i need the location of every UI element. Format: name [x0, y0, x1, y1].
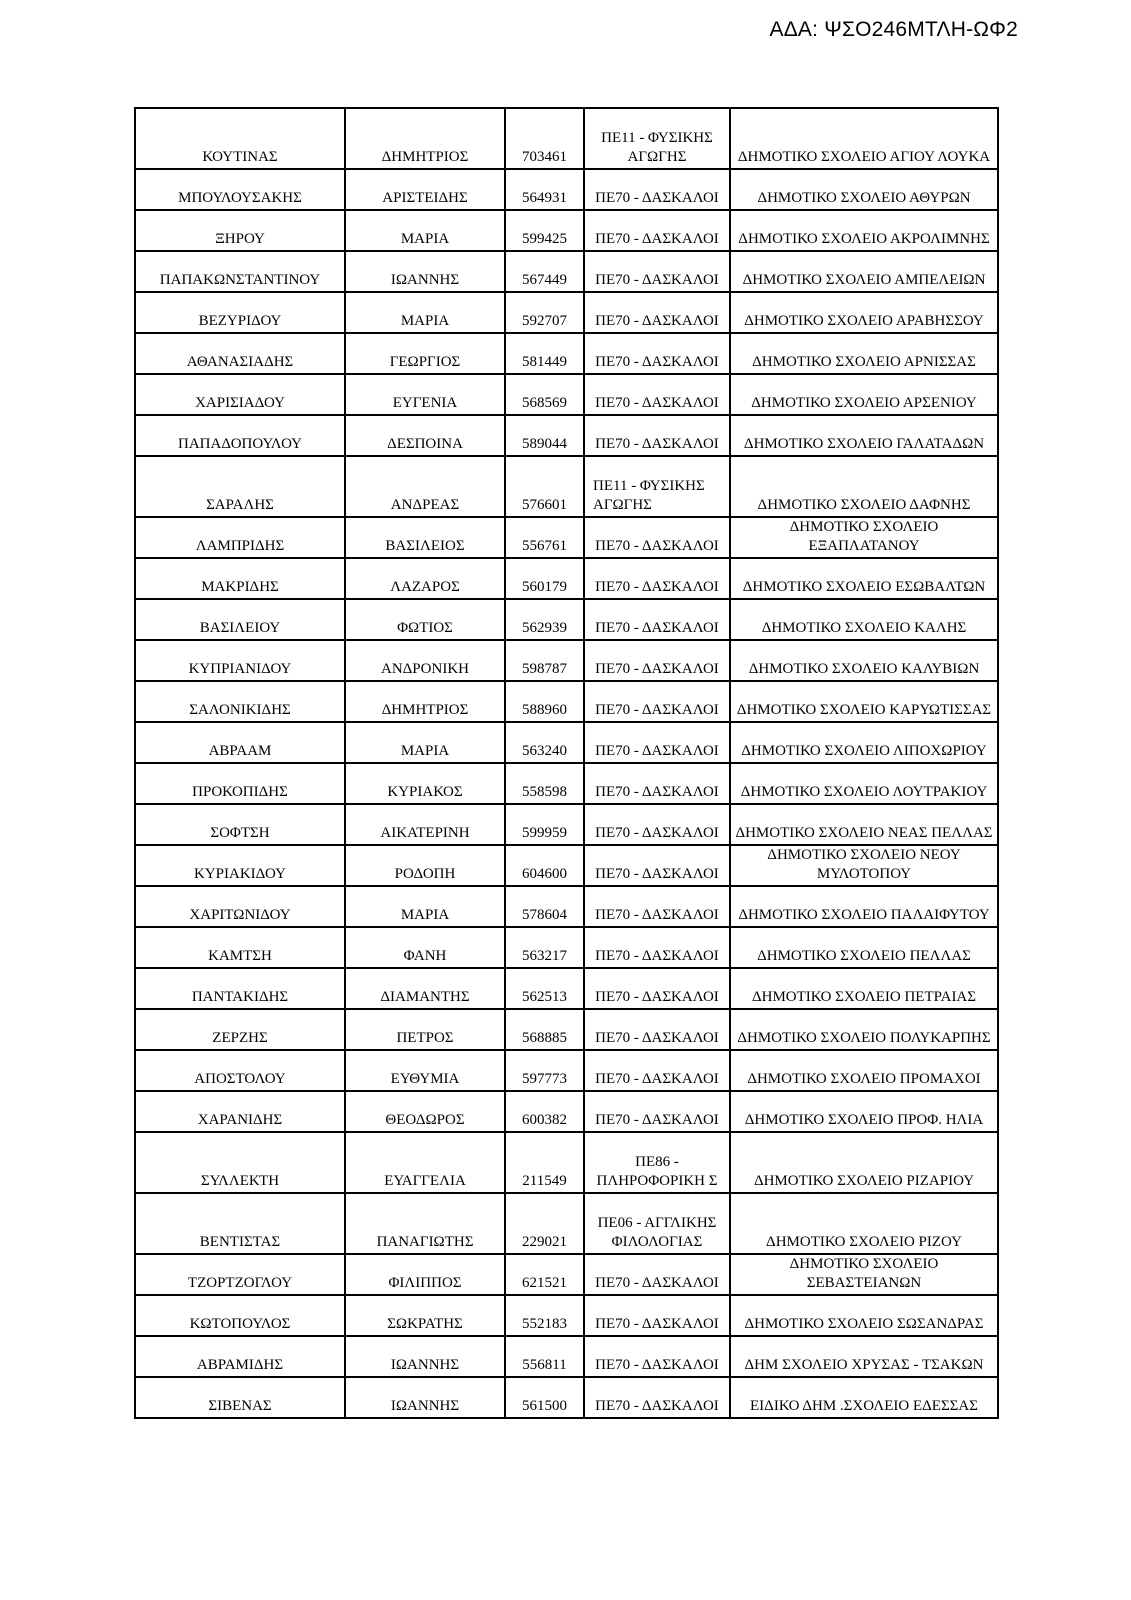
- table-row: [135, 1009, 998, 1050]
- surname-cell: ΖΕΡΖΗΣ: [135, 1009, 345, 1050]
- id-number-cell: 562939: [505, 599, 584, 640]
- table-row: [135, 251, 998, 292]
- table-row: [135, 927, 998, 968]
- school-cell: ΔΗΜΟΤΙΚΟ ΣΧΟΛΕΙΟ ΡΙΖΑΡΙΟΥ: [730, 1132, 998, 1193]
- surname-cell: ΚΟΥΤΙΝΑΣ: [135, 108, 345, 169]
- specialty-cell: ΠΕ70 - ΔΑΣΚΑΛΟΙ: [584, 1295, 730, 1336]
- table-row: [135, 1091, 998, 1132]
- table-row: [135, 599, 998, 640]
- specialty-cell: ΠΕ70 - ΔΑΣΚΑΛΟΙ: [584, 763, 730, 804]
- firstname-cell: ΑΡΙΣΤΕΙΔΗΣ: [345, 169, 505, 210]
- surname-cell: ΜΠΟΥΛΟΥΣΑΚΗΣ: [135, 169, 345, 210]
- id-number-cell: 562513: [505, 968, 584, 1009]
- surname-cell: ΣΑΛΟΝΙΚΙΔΗΣ: [135, 681, 345, 722]
- school-cell: ΔΗΜΟΤΙΚΟ ΣΧΟΛΕΙΟ ΛΙΠΟΧΩΡΙΟΥ: [730, 722, 998, 763]
- specialty-cell: ΠΕ11 - ΦΥΣΙΚΗΣ ΑΓΩΓΗΣ: [584, 108, 730, 169]
- table-row: [135, 845, 998, 886]
- specialty-cell: ΠΕ70 - ΔΑΣΚΑΛΟΙ: [584, 1336, 730, 1377]
- table-row: [135, 763, 998, 804]
- specialty-cell: ΠΕ70 - ΔΑΣΚΑΛΟΙ: [584, 845, 730, 886]
- school-cell: ΔΗΜΟΤΙΚΟ ΣΧΟΛΕΙΟ ΝΕΑΣ ΠΕΛΛΑΣ: [730, 804, 998, 845]
- school-cell: ΔΗΜΟΤΙΚΟ ΣΧΟΛΕΙΟ ΚΑΛΥΒΙΩΝ: [730, 640, 998, 681]
- school-cell: ΔΗΜΟΤΙΚΟ ΣΧΟΛΕΙΟ ΠΕΛΛΑΣ: [730, 927, 998, 968]
- surname-cell: ΧΑΡΙΣΙΑΔΟΥ: [135, 374, 345, 415]
- firstname-cell: ΦΩΤΙΟΣ: [345, 599, 505, 640]
- school-cell: ΔΗΜΟΤΙΚΟ ΣΧΟΛΕΙΟ ΑΚΡΟΛΙΜΝΗΣ: [730, 210, 998, 251]
- table-row: [135, 415, 998, 456]
- school-cell: ΔΗΜΟΤΙΚΟ ΣΧΟΛΕΙΟ ΑΡΝΙΣΣΑΣ: [730, 333, 998, 374]
- staff-table: [134, 107, 999, 1419]
- firstname-cell: ΡΟΔΟΠΗ: [345, 845, 505, 886]
- surname-cell: ΚΩΤΟΠΟΥΛΟΣ: [135, 1295, 345, 1336]
- id-number-cell: 599959: [505, 804, 584, 845]
- specialty-cell: ΠΕ70 - ΔΑΣΚΑΛΟΙ: [584, 1377, 730, 1418]
- surname-cell: ΧΑΡΑΝΙΔΗΣ: [135, 1091, 345, 1132]
- table-row: [135, 722, 998, 763]
- specialty-cell: ΠΕ70 - ΔΑΣΚΑΛΟΙ: [584, 722, 730, 763]
- firstname-cell: ΔΙΑΜΑΝΤΗΣ: [345, 968, 505, 1009]
- table-row: [135, 886, 998, 927]
- firstname-cell: ΔΕΣΠΟΙΝΑ: [345, 415, 505, 456]
- firstname-cell: ΑΝΔΡΟΝΙΚΗ: [345, 640, 505, 681]
- firstname-cell: ΙΩΑΝΝΗΣ: [345, 1377, 505, 1418]
- surname-cell: ΤΖΟΡΤΖΟΓΛΟΥ: [135, 1254, 345, 1295]
- school-cell: ΔΗΜΟΤΙΚΟ ΣΧΟΛΕΙΟ ΠΡΟΜΑΧΟΙ: [730, 1050, 998, 1091]
- table-row: [135, 374, 998, 415]
- id-number-cell: 561500: [505, 1377, 584, 1418]
- firstname-cell: ΙΩΑΝΝΗΣ: [345, 1336, 505, 1377]
- surname-cell: ΠΑΝΤΑΚΙΔΗΣ: [135, 968, 345, 1009]
- firstname-cell: ΙΩΑΝΝΗΣ: [345, 251, 505, 292]
- id-number-cell: 556811: [505, 1336, 584, 1377]
- school-cell: ΔΗΜΟΤΙΚΟ ΣΧΟΛΕΙΟ ΠΟΛΥΚΑΡΠΗΣ: [730, 1009, 998, 1050]
- surname-cell: ΣΥΛΛΕΚΤΗ: [135, 1132, 345, 1193]
- firstname-cell: ΜΑΡΙΑ: [345, 210, 505, 251]
- surname-cell: ΠΑΠΑΔΟΠΟΥΛΟΥ: [135, 415, 345, 456]
- school-cell: ΔΗΜ ΣΧΟΛΕΙΟ ΧΡΥΣΑΣ - ΤΣΑΚΩΝ: [730, 1336, 998, 1377]
- surname-cell: ΠΡΟΚΟΠΙΔΗΣ: [135, 763, 345, 804]
- id-number-cell: 588960: [505, 681, 584, 722]
- specialty-cell: ΠΕ70 - ΔΑΣΚΑΛΟΙ: [584, 374, 730, 415]
- school-cell: ΔΗΜΟΤΙΚΟ ΣΧΟΛΕΙΟ ΑΓΙΟΥ ΛΟΥΚΑ: [730, 108, 998, 169]
- specialty-cell: ΠΕ70 - ΔΑΣΚΑΛΟΙ: [584, 681, 730, 722]
- surname-cell: ΜΑΚΡΙΔΗΣ: [135, 558, 345, 599]
- firstname-cell: ΕΥΑΓΓΕΛΙΑ: [345, 1132, 505, 1193]
- surname-cell: ΑΒΡΑΑΜ: [135, 722, 345, 763]
- school-cell: ΔΗΜΟΤΙΚΟ ΣΧΟΛΕΙΟ ΕΣΩΒΑΛΤΩΝ: [730, 558, 998, 599]
- specialty-cell: ΠΕ70 - ΔΑΣΚΑΛΟΙ: [584, 517, 730, 558]
- table-row: [135, 1050, 998, 1091]
- table-row: [135, 210, 998, 251]
- school-cell: ΔΗΜΟΤΙΚΟ ΣΧΟΛΕΙΟ ΓΑΛΑΤΑΔΩΝ: [730, 415, 998, 456]
- specialty-cell: ΠΕ70 - ΔΑΣΚΑΛΟΙ: [584, 804, 730, 845]
- firstname-cell: ΦΙΛΙΠΠΟΣ: [345, 1254, 505, 1295]
- firstname-cell: ΜΑΡΙΑ: [345, 886, 505, 927]
- firstname-cell: ΕΥΓΕΝΙΑ: [345, 374, 505, 415]
- table-row: [135, 1193, 998, 1254]
- surname-cell: ΠΑΠΑΚΩΝΣΤΑΝΤΙΝΟΥ: [135, 251, 345, 292]
- id-number-cell: 568569: [505, 374, 584, 415]
- id-number-cell: 621521: [505, 1254, 584, 1295]
- table-row: [135, 968, 998, 1009]
- school-cell: ΔΗΜΟΤΙΚΟ ΣΧΟΛΕΙΟ ΑΡΣΕΝΙΟΥ: [730, 374, 998, 415]
- school-cell: ΔΗΜΟΤΙΚΟ ΣΧΟΛΕΙΟ ΑΡΑΒΗΣΣΟΥ: [730, 292, 998, 333]
- id-number-cell: 552183: [505, 1295, 584, 1336]
- school-cell: ΔΗΜΟΤΙΚΟ ΣΧΟΛΕΙΟ ΠΕΤΡΑΙΑΣ: [730, 968, 998, 1009]
- id-number-cell: 589044: [505, 415, 584, 456]
- surname-cell: ΑΒΡΑΜΙΔΗΣ: [135, 1336, 345, 1377]
- specialty-cell: ΠΕ70 - ΔΑΣΚΑΛΟΙ: [584, 558, 730, 599]
- surname-cell: ΒΕΝΤΙΣΤΑΣ: [135, 1193, 345, 1254]
- specialty-cell: ΠΕ70 - ΔΑΣΚΑΛΟΙ: [584, 640, 730, 681]
- specialty-cell: ΠΕ70 - ΔΑΣΚΑΛΟΙ: [584, 1009, 730, 1050]
- table-row: [135, 1377, 998, 1418]
- firstname-cell: ΔΗΜΗΤΡΙΟΣ: [345, 108, 505, 169]
- table-row: [135, 558, 998, 599]
- surname-cell: ΑΘΑΝΑΣΙΑΔΗΣ: [135, 333, 345, 374]
- surname-cell: ΛΑΜΠΡΙΔΗΣ: [135, 517, 345, 558]
- firstname-cell: ΛΑΖΑΡΟΣ: [345, 558, 505, 599]
- surname-cell: ΣΟΦΤΣΗ: [135, 804, 345, 845]
- id-number-cell: 703461: [505, 108, 584, 169]
- surname-cell: ΧΑΡΙΤΩΝΙΔΟΥ: [135, 886, 345, 927]
- table-row: [135, 456, 998, 517]
- specialty-cell: ΠΕ06 - ΑΓΓΛΙΚΗΣ ΦΙΛΟΛΟΓΙΑΣ: [584, 1193, 730, 1254]
- specialty-cell: ΠΕ70 - ΔΑΣΚΑΛΟΙ: [584, 1050, 730, 1091]
- firstname-cell: ΜΑΡΙΑ: [345, 292, 505, 333]
- firstname-cell: ΘΕΟΔΩΡΟΣ: [345, 1091, 505, 1132]
- specialty-cell: ΠΕ70 - ΔΑΣΚΑΛΟΙ: [584, 1254, 730, 1295]
- surname-cell: ΚΑΜΤΣΗ: [135, 927, 345, 968]
- specialty-cell: ΠΕ70 - ΔΑΣΚΑΛΟΙ: [584, 927, 730, 968]
- school-cell: ΔΗΜΟΤΙΚΟ ΣΧΟΛΕΙΟ ΑΜΠΕΛΕΙΩΝ: [730, 251, 998, 292]
- firstname-cell: ΑΝΔΡΕΑΣ: [345, 456, 505, 517]
- firstname-cell: ΓΕΩΡΓΙΟΣ: [345, 333, 505, 374]
- table-row: [135, 681, 998, 722]
- table-row: [135, 517, 998, 558]
- school-cell: ΕΙΔΙΚΟ ΔΗΜ .ΣΧΟΛΕΙΟ ΕΔΕΣΣΑΣ: [730, 1377, 998, 1418]
- specialty-cell: ΠΕ70 - ΔΑΣΚΑΛΟΙ: [584, 210, 730, 251]
- specialty-cell: ΠΕ70 - ΔΑΣΚΑΛΟΙ: [584, 415, 730, 456]
- table-row: [135, 169, 998, 210]
- id-number-cell: 563240: [505, 722, 584, 763]
- id-number-cell: 560179: [505, 558, 584, 599]
- surname-cell: ΚΥΡΙΑΚΙΔΟΥ: [135, 845, 345, 886]
- specialty-cell: ΠΕ70 - ΔΑΣΚΑΛΟΙ: [584, 292, 730, 333]
- id-number-cell: 568885: [505, 1009, 584, 1050]
- id-number-cell: 211549: [505, 1132, 584, 1193]
- id-number-cell: 604600: [505, 845, 584, 886]
- id-number-cell: 576601: [505, 456, 584, 517]
- id-number-cell: 598787: [505, 640, 584, 681]
- id-number-cell: 600382: [505, 1091, 584, 1132]
- id-number-cell: 564931: [505, 169, 584, 210]
- firstname-cell: ΚΥΡΙΑΚΟΣ: [345, 763, 505, 804]
- firstname-cell: ΔΗΜΗΤΡΙΟΣ: [345, 681, 505, 722]
- surname-cell: ΒΕΖΥΡΙΔΟΥ: [135, 292, 345, 333]
- ada-code: ΑΔΑ: ΨΣΟ246ΜΤΛΗ-ΩΦ2: [769, 18, 1018, 41]
- id-number-cell: 578604: [505, 886, 584, 927]
- id-number-cell: 592707: [505, 292, 584, 333]
- specialty-cell: ΠΕ70 - ΔΑΣΚΑΛΟΙ: [584, 886, 730, 927]
- surname-cell: ΚΥΠΡΙΑΝΙΔΟΥ: [135, 640, 345, 681]
- school-cell: ΔΗΜΟΤΙΚΟ ΣΧΟΛΕΙΟ ΝΕΟΥ ΜΥΛΟΤΟΠΟΥ: [730, 845, 998, 886]
- school-cell: ΔΗΜΟΤΙΚΟ ΣΧΟΛΕΙΟ ΑΘΥΡΩΝ: [730, 169, 998, 210]
- specialty-cell: ΠΕ70 - ΔΑΣΚΑΛΟΙ: [584, 599, 730, 640]
- table-row: [135, 1336, 998, 1377]
- firstname-cell: ΠΕΤΡΟΣ: [345, 1009, 505, 1050]
- table-row: [135, 108, 998, 169]
- surname-cell: ΞΗΡΟΥ: [135, 210, 345, 251]
- surname-cell: ΣΑΡΑΛΗΣ: [135, 456, 345, 517]
- id-number-cell: 597773: [505, 1050, 584, 1091]
- school-cell: ΔΗΜΟΤΙΚΟ ΣΧΟΛΕΙΟ ΡΙΖΟΥ: [730, 1193, 998, 1254]
- specialty-cell: ΠΕ70 - ΔΑΣΚΑΛΟΙ: [584, 1091, 730, 1132]
- surname-cell: ΑΠΟΣΤΟΛΟΥ: [135, 1050, 345, 1091]
- firstname-cell: ΑΙΚΑΤΕΡΙΝΗ: [345, 804, 505, 845]
- school-cell: ΔΗΜΟΤΙΚΟ ΣΧΟΛΕΙΟ ΣΕΒΑΣΤΕΙΑΝΩΝ: [730, 1254, 998, 1295]
- school-cell: ΔΗΜΟΤΙΚΟ ΣΧΟΛΕΙΟ ΚΑΡΥΩΤΙΣΣΑΣ: [730, 681, 998, 722]
- specialty-cell: ΠΕ11 - ΦΥΣΙΚΗΣ ΑΓΩΓΗΣ: [584, 456, 730, 517]
- table-row: [135, 1254, 998, 1295]
- specialty-cell: ΠΕ70 - ΔΑΣΚΑΛΟΙ: [584, 251, 730, 292]
- school-cell: ΔΗΜΟΤΙΚΟ ΣΧΟΛΕΙΟ ΔΑΦΝΗΣ: [730, 456, 998, 517]
- table-row: [135, 1132, 998, 1193]
- school-cell: ΔΗΜΟΤΙΚΟ ΣΧΟΛΕΙΟ ΠΑΛΑΙΦΥΤΟΥ: [730, 886, 998, 927]
- surname-cell: ΣΙΒΕΝΑΣ: [135, 1377, 345, 1418]
- table-row: [135, 804, 998, 845]
- firstname-cell: ΕΥΘΥΜΙΑ: [345, 1050, 505, 1091]
- specialty-cell: ΠΕ70 - ΔΑΣΚΑΛΟΙ: [584, 169, 730, 210]
- school-cell: ΔΗΜΟΤΙΚΟ ΣΧΟΛΕΙΟ ΚΑΛΗΣ: [730, 599, 998, 640]
- id-number-cell: 229021: [505, 1193, 584, 1254]
- id-number-cell: 556761: [505, 517, 584, 558]
- firstname-cell: ΦΑΝΗ: [345, 927, 505, 968]
- table-row: [135, 640, 998, 681]
- id-number-cell: 581449: [505, 333, 584, 374]
- id-number-cell: 599425: [505, 210, 584, 251]
- firstname-cell: ΜΑΡΙΑ: [345, 722, 505, 763]
- school-cell: ΔΗΜΟΤΙΚΟ ΣΧΟΛΕΙΟ ΠΡΟΦ. ΗΛΙΑ: [730, 1091, 998, 1132]
- specialty-cell: ΠΕ70 - ΔΑΣΚΑΛΟΙ: [584, 968, 730, 1009]
- id-number-cell: 558598: [505, 763, 584, 804]
- school-cell: ΔΗΜΟΤΙΚΟ ΣΧΟΛΕΙΟ ΛΟΥΤΡΑΚΙΟΥ: [730, 763, 998, 804]
- firstname-cell: ΣΩΚΡΑΤΗΣ: [345, 1295, 505, 1336]
- id-number-cell: 563217: [505, 927, 584, 968]
- table-row: [135, 292, 998, 333]
- id-number-cell: 567449: [505, 251, 584, 292]
- specialty-cell: ΠΕ86 - ΠΛΗΡΟΦΟΡΙΚΗ Σ: [584, 1132, 730, 1193]
- surname-cell: ΒΑΣΙΛΕΙΟΥ: [135, 599, 345, 640]
- specialty-cell: ΠΕ70 - ΔΑΣΚΑΛΟΙ: [584, 333, 730, 374]
- school-cell: ΔΗΜΟΤΙΚΟ ΣΧΟΛΕΙΟ ΣΩΣΑΝΔΡΑΣ: [730, 1295, 998, 1336]
- firstname-cell: ΠΑΝΑΓΙΩΤΗΣ: [345, 1193, 505, 1254]
- firstname-cell: ΒΑΣΙΛΕΙΟΣ: [345, 517, 505, 558]
- table-row: [135, 1295, 998, 1336]
- school-cell: ΔΗΜΟΤΙΚΟ ΣΧΟΛΕΙΟ ΕΞΑΠΛΑΤΑΝΟΥ: [730, 517, 998, 558]
- table-row: [135, 333, 998, 374]
